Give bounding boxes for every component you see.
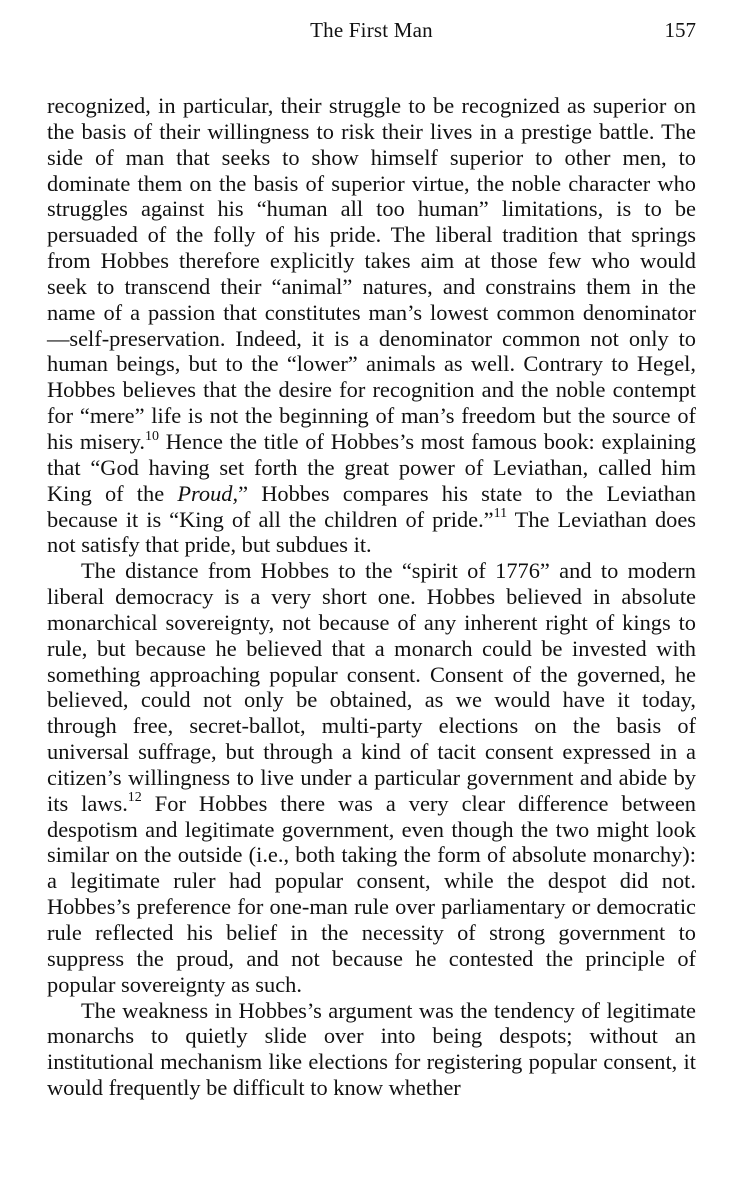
italic-title: Proud, (177, 480, 239, 506)
paragraph (47, 998, 696, 1101)
paragraph (47, 558, 696, 997)
running-head (47, 16, 696, 44)
page-number: 157 (664, 18, 696, 42)
text-run: The weakness in Hobbes’s argument was the tendency of legitimate monarchs to quietly slide over into being despots; without an institutional mechanism like elections for registering popular consent, it would frequently be difficult to know whether (47, 997, 696, 1101)
footnote-marker: 10 (144, 428, 159, 444)
body-text (47, 93, 696, 1101)
book-page (47, 16, 696, 1101)
text-run: The Leviathan does not satisfy that pride, but subdues it. (47, 506, 696, 558)
text-run: Hence the title of Hobbes’s most famous book: explaining that “God having set forth the great power of Leviathan, called him King of the (47, 428, 696, 506)
text-run: For Hobbes there was a very clear difference between despotism and legitimate government, even though the two might look similar on the outside (i.e., both taking the form of absolute monarchy): a legitimate ruler had popular consent, while the despot did not. Hobbes’s preference for one-man rule over parliamentary or democratic rule reflected his belief in the necessity of strong government to suppress the proud, and not because he contested the principle of popular sovereignty as such. (47, 790, 696, 997)
running-title: The First Man (310, 18, 433, 42)
paragraph (47, 93, 696, 558)
text-run: ” Hobbes compares his state to the Leviathan because it is “King of all the children of pride.” (47, 480, 696, 532)
text-run: The distance from Hobbes to the “spirit of 1776” and to modern liberal democracy is a very short one. Hobbes believed in absolute monarchical sovereignty, not because of any inherent right of kings to rule, but because he believed that a monarch could be invested with something approaching popular consent. Consent of the governed, he believed, could not only be obtained, as we would have it today, through free, secret-ballot, multi-party elections on the basis of universal suffrage, but through a kind of tacit consent expressed in a citizen’s willingness to live under a particular government and abide by its laws. (47, 558, 696, 816)
footnote-marker: 12 (127, 790, 142, 806)
text-run: recognized, in particular, their struggle to be recognized as superior on the basis of their willingness to risk their lives in a prestige battle. The side of man that seeks to show himself superior to other men, to dominate them on the basis of superior virtue, the noble character who struggles against his “human all too human” limitations, is to be persuaded of the folly of his pride. The liberal tradition that springs from Hobbes therefore explicitly takes aim at those few who would seek to transcend their “animal” natures, and constrains them in the name of a passion that constitutes man’s lowest common denominator—self-preservation. Indeed, it is a denominator common not only to human beings, but to the “lower” animals as well. Contrary to Hegel, Hobbes believes that the desire for recognition and the noble contempt for “mere” life is not the beginning of man’s freedom but the source of his misery. (47, 93, 696, 454)
footnote-marker: 11 (493, 506, 508, 522)
